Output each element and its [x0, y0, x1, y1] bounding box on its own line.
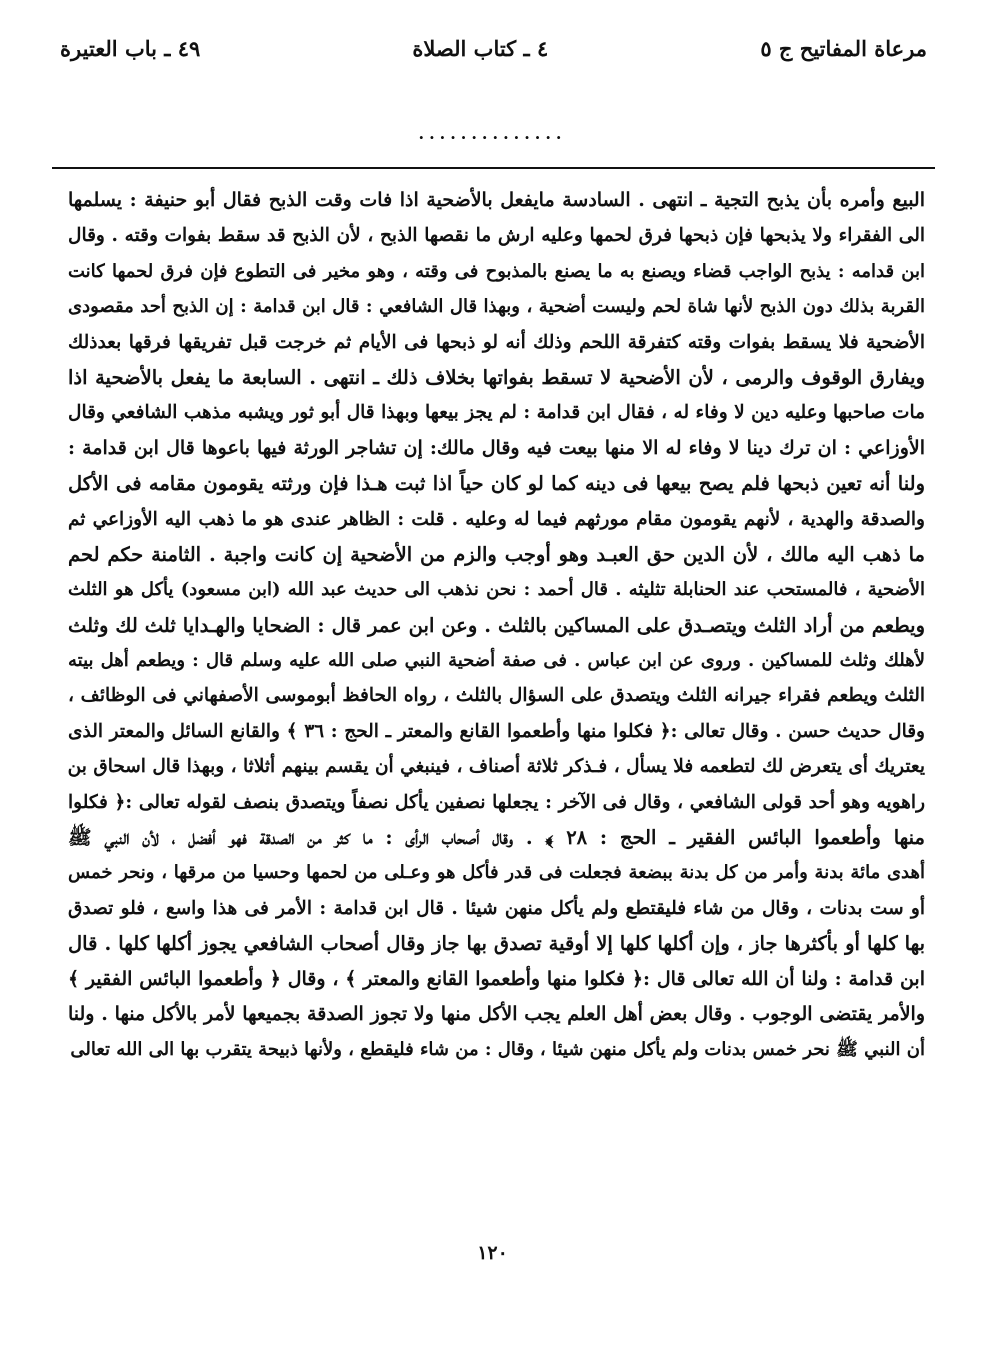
header-section-title: ٤٩ ـ باب العتيرة: [60, 35, 201, 61]
text-line: لأهلك وثلث للمساكين . وروى عن ابن عباس . فى صفة أضحية النبي صلى الله عليه وسلم قال : ويطعم أهل بيته: [68, 650, 925, 672]
text-line: راهويه وهو أحد قولى الشافعي ، وقال فى الآخر : يجعلها نصفين يأكل نصفاً ويتصدق بنصف لقوله تعالى :﴿ فكلوا: [68, 791, 925, 813]
header-rule: [52, 167, 935, 169]
text-line: القربة بذلك دون الذبح لأنها شاة لحم وليست أضحية ، وبهذا قال الشافعي : قال ابن قدامة : إن الذبح أحد مقصودى: [68, 296, 925, 318]
text-line: ولنا أنه تعين ذبحها فلم يصح بيعها فى دينه كما لو كان حياً اذا ثبت هـذا فإن ورثته يقومون مقامه فى الأكل: [68, 472, 925, 496]
text-line: ابن قدامه : يذبح الواجب قضاء ويصنع به ما يصنع بالمذبوح فى وقته ، وهو مخير فى التطوع فإن فرق لحمها كانت: [68, 260, 925, 282]
header-chapter-title: ٤ ـ كتاب الصلاة: [412, 35, 549, 61]
body-text: [68, 183, 925, 1068]
text-line: مات صاحبها وعليه دين لا وفاء له ، فقال ابن قدامة : لم يجز بيعها وبهذا قال أبو ثور ويشبه مذهب الشافعي وقال: [68, 402, 925, 424]
text-line: ابن قدامة : ولنا أن الله تعالى قال :﴿ فكلوا منها وأطعموا القانع والمعتر ﴾ ، وقال ﴿ وأطعموا البائس الفقير ﴾: [68, 967, 925, 990]
text-line: البيع وأمره بأن يذبح التجية ـ انتهى . السادسة مايفعل بالأضحية اذا فات وقت الذبح فقال أبو حنيفة : يسلمها: [68, 189, 925, 211]
header-book-title: مرعاة المفاتيح ج ٥: [760, 35, 927, 61]
text-line: والصدقة والهدية ، لأنهم يقومون مقام مورثهم فيما له وعليه . قلت : الظاهر عندى هو ما ذهب اليه الأوزاعي ثم: [68, 508, 925, 530]
text-line: منها وأطعموا البائس الفقير ـ الحج : ٢٨ ﴾ . وقال أصحاب الرأى : ما كثر من الصدقة فهو أفضل ، لأن النبي ﷺ: [68, 826, 925, 850]
running-header: [60, 28, 927, 68]
text-line: أهدى مائة بدنة وأمر من كل بدنة ببضعة فجعلت فى قدر فأكل هو وعـلى من لحمها وحسيا من مرقها ، ونحر خمس: [68, 862, 925, 884]
text-line: أو ست بدنات ، وقال من شاء فليقتطع ولم يأكل منهن شيئا . قال ابن قدامة : الأمر فى هذا واسع ، فلو تصدق: [68, 897, 925, 919]
text-line: الثلث ويطعم فقراء جيرانه الثلث ويتصدق على السؤال بالثلث ، رواه الحافظ أبوموسى الأصفهاني فى الوظائف ،: [68, 685, 925, 707]
text-line: ويفارق الوقوف والرمى ، لأن الأضحية لا تسقط بفواتها بخلاف ذلك ـ انتهى . السابعة ما يفعل بالأضحية اذا: [68, 365, 925, 389]
text-line: بها كلها أو بأكثرها جاز ، وإن أكلها كلها إلا أوقية تصدق بها جاز وقال أصحاب الشافعي يجوز أكلها كلها . قال: [68, 932, 925, 956]
text-line: وقال حديث حسن . وقال تعالى :﴿ فكلوا منها وأطعموا القانع والمعتر ـ الحج : ٣٦ ﴾ والقانع السائل والمعتر الذى: [68, 720, 925, 742]
text-line: الأوزاعي : ان ترك دينا لا وفاء له الا منها بيعت فيه وقال مالك: إن تشاجر الورثة فيها باعوها قال ابن قدامة :: [68, 436, 925, 459]
text-line: الأضحية ، فالمستحب عند الحنابلة تثليثه . قال أحمد : نحن نذهب الى حديث عبد الله (ابن مسعود) يأكل هو الثلث: [68, 579, 925, 601]
text-line: الأضحية فلا يسقط بفوات وقته كتفرقة اللحم وذلك أنه لو ذبحها فى الأيام ثم خرجت قبل تفريقها فرقها بعدذلك: [68, 331, 925, 353]
text-line: ويطعم من أراد الثلث ويتصـدق على المساكين بالثلث . وعن ابن عمر قال : الضحايا والهـدايا ثلث لك وثلث: [68, 613, 925, 637]
page-number: ١٢٠: [477, 1242, 508, 1264]
ornamental-separator: ..............: [418, 124, 567, 143]
text-line: ما ذهب اليه مالك ، لأن الدين حق العبـد وهو أوجب والزم من الأضحية إن كانت واجبة . الثامنة حكم لحم: [68, 542, 925, 566]
text-line: الى الفقراء ولا يذبحها فإن ذبحها فرق لحمها وعليه ارش ما نقصها الذبح ، لأن الذبح قد سقط بفوات وقته . وقال: [68, 225, 925, 247]
text-line: يعتريك أى يتعرض لك لتطعمه فلا يسأل ، فـذكر ثلاثة أصناف ، فينبغي أن يقسم بينهم أثلاثا ، وبهذا قال اسحاق بن: [68, 756, 925, 778]
text-line: والأمر يقتضى الوجوب . وقال بعض أهل العلم يجب الأكل منها ولا تجوز الصدقة بجميعها لأمر بالأكل منها . ولنا: [68, 1002, 925, 1025]
text-line: أن النبي ﷺ نحر خمس بدنات ولم يأكل منهن شيئا ، وقال : من شاء فليقطع ، ولأنها ذبيحة يتقرب بها الى الله تعالى: [70, 1039, 925, 1061]
